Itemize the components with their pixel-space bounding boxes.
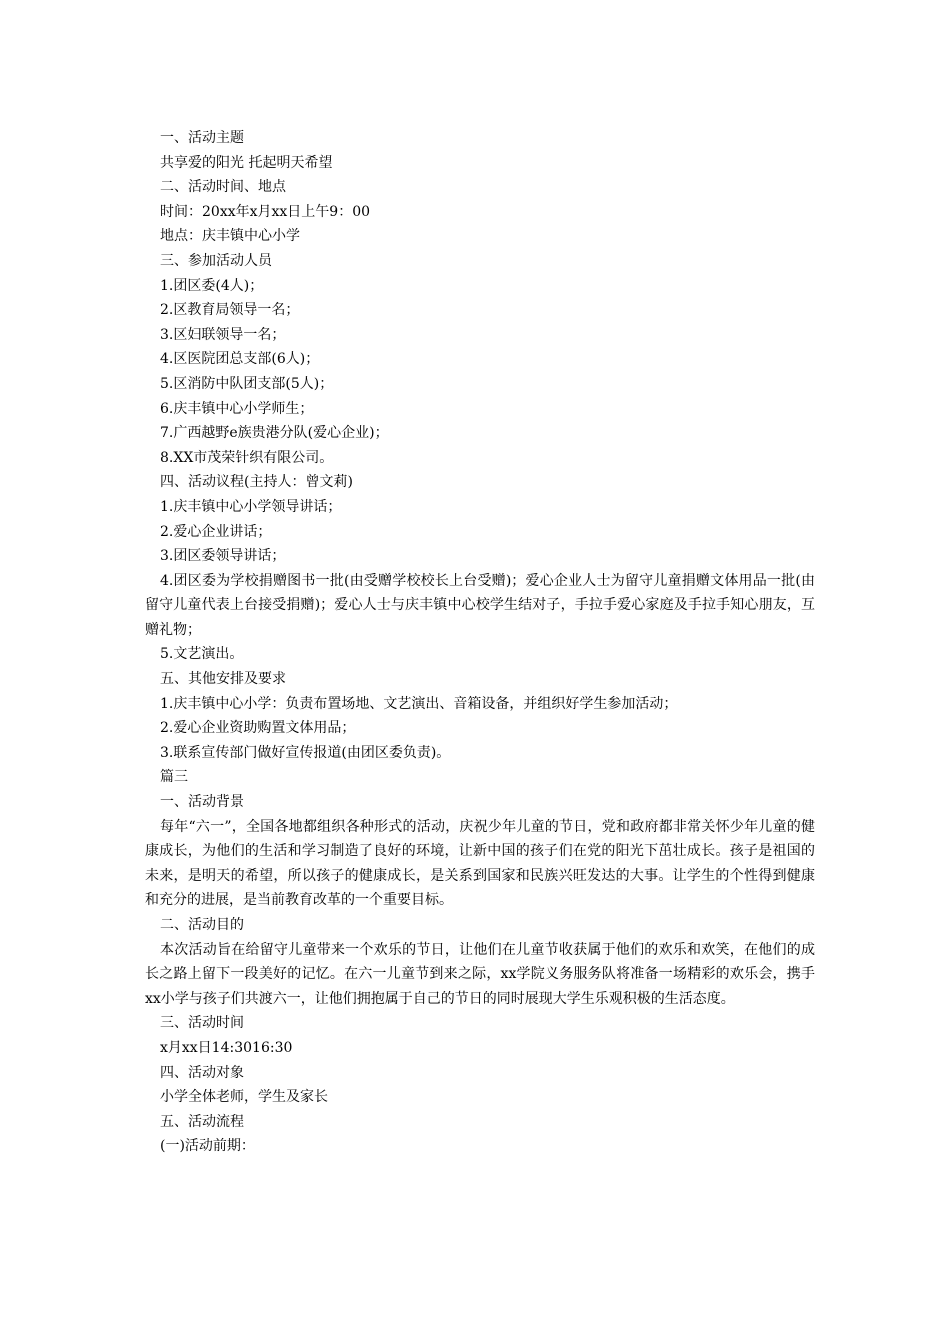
purpose-paragraph: 本次活动旨在给留守儿童带来一个欢乐的节日，让他们在儿童节收获属于他们的欢乐和欢笑，在他们的成长之路上留下一段美好的记忆。在六一儿童节到来之际，xx学院义务服务队将准备一场精彩的欢乐会，携手xx小学与孩子们共渡六一，让他们拥抱属于自己的节日的同时展现大学生乐观积极的生活态度。: [145, 941, 815, 1007]
heading-audience: 四、活动对象: [160, 1064, 244, 1081]
arrangement-item: 3.联系宣传部门做好宣传报道(由团区委负责)。: [160, 744, 451, 761]
arrangement-item: 1.庆丰镇中心小学：负责布置场地、文艺演出、音箱设备，并组织好学生参加活动；: [160, 695, 678, 712]
agenda-item: 1.庆丰镇中心小学领导讲话；: [160, 498, 342, 515]
document-body: [145, 126, 815, 1159]
theme-text: 共享爱的阳光 托起明天希望: [160, 154, 333, 171]
agenda-item: 5.文艺演出。: [160, 646, 244, 663]
participant-item: 8.XX市茂荣针织有限公司。: [160, 449, 334, 466]
arrangement-item: 2.爱心企业资助购置文体用品；: [160, 720, 356, 737]
heading-process: 五、活动流程: [160, 1113, 244, 1130]
activity-time-text: x月xx日14:3016:30: [160, 1039, 293, 1056]
participant-item: 3.区妇联领导一名；: [160, 326, 286, 343]
heading-participants: 三、参加活动人员: [160, 252, 272, 269]
agenda-item-paragraph: 4.团区委为学校捐赠图书一批(由受赠学校校长上台受赠)；爱心企业人士为留守儿童捐赠文体用品一批(由留守儿童代表上台接受捐赠)；爱心人士与庆丰镇中心校学生结对子，手拉手爱心家庭及手拉手知心朋友，互赠礼物；: [145, 572, 815, 638]
heading-other-arrangements: 五、其他安排及要求: [160, 671, 286, 688]
participant-item: 2.区教育局领导一名；: [160, 302, 300, 319]
section-title-part-three: 篇三: [160, 769, 188, 786]
audience-text: 小学全体老师，学生及家长: [160, 1089, 328, 1106]
agenda-item: 2.爱心企业讲话；: [160, 523, 272, 540]
agenda-item: 3.团区委领导讲话；: [160, 548, 286, 565]
heading-activity-time: 三、活动时间: [160, 1015, 244, 1032]
time-text: 时间：20xx年x月xx日上午9：00: [160, 203, 371, 220]
participant-item: 7.广西越野e族贵港分队(爱心企业)；: [160, 425, 389, 442]
process-stage: (一)活动前期：: [160, 1138, 255, 1155]
heading-agenda: 四、活动议程(主持人：曾文莉): [160, 474, 353, 491]
participant-item: 4.区医院团总支部(6人)；: [160, 351, 320, 368]
heading-background: 一、活动背景: [160, 794, 244, 811]
participant-item: 1.团区委(4人)；: [160, 277, 264, 294]
background-paragraph: 每年“六一”，全国各地都组织各种形式的活动，庆祝少年儿童的节日，党和政府都非常关怀少年儿童的健康成长，为他们的生活和学习制造了良好的环境，让新中国的孩子们在党的阳光下茁壮成长。孩子是祖国的未来，是明天的希望，所以孩子的健康成长，是关系到国家和民族兴旺发达的大事。让学生的个性得到健康和充分的进展，是当前教育改革的一个重要目标。: [145, 818, 815, 909]
heading-time-place: 二、活动时间、地点: [160, 179, 286, 196]
participant-item: 6.庆丰镇中心小学师生；: [160, 400, 314, 417]
heading-theme: 一、活动主题: [160, 130, 244, 146]
place-text: 地点：庆丰镇中心小学: [160, 228, 300, 245]
participant-item: 5.区消防中队团支部(5人)；: [160, 375, 334, 392]
heading-purpose: 二、活动目的: [160, 917, 244, 933]
